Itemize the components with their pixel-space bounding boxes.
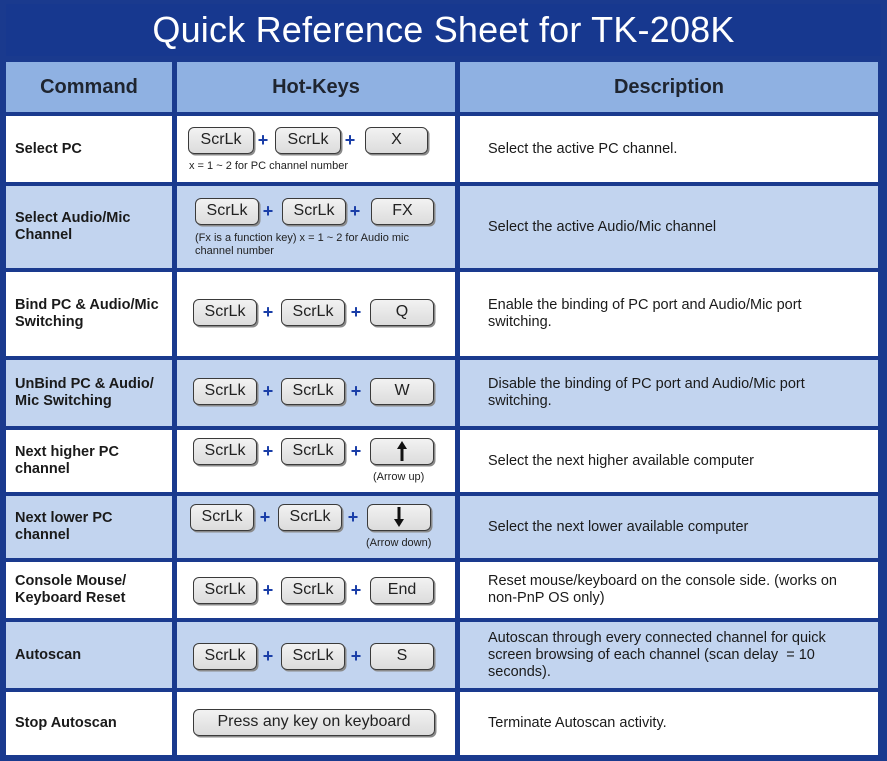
- header-description: Description: [460, 62, 878, 112]
- row-command: [6, 622, 172, 688]
- end-key: End: [370, 577, 434, 604]
- scrlk-key: ScrLk: [188, 127, 254, 154]
- scrlk-key: ScrLk: [281, 438, 345, 465]
- row-hotkeys: [177, 430, 455, 492]
- scrlk-key: ScrLk: [190, 504, 254, 531]
- row-description: [460, 272, 878, 356]
- description-text: Select the next lower available computer: [488, 518, 749, 535]
- arrow-up-key: [370, 438, 434, 465]
- row-description: [460, 430, 878, 492]
- plus-sign: +: [259, 507, 271, 527]
- w-key: W: [370, 378, 434, 405]
- command-label: Console Mouse/ Keyboard Reset: [15, 573, 127, 606]
- scrlk-key: ScrLk: [193, 577, 257, 604]
- plus-sign: +: [344, 130, 356, 150]
- scrlk-key: ScrLk: [281, 378, 345, 405]
- description-text: Select the active Audio/Mic channel: [488, 218, 717, 235]
- scrlk-key: ScrLk: [282, 198, 346, 225]
- row-description: [460, 692, 878, 755]
- row-command: [6, 360, 172, 426]
- plus-sign: +: [349, 201, 361, 221]
- scrlk-key: ScrLk: [278, 504, 342, 531]
- command-label: Autoscan: [15, 646, 82, 663]
- row-hotkeys: [177, 360, 455, 426]
- command-label: Next higher PC channel: [15, 444, 119, 477]
- row-command: [6, 430, 172, 492]
- plus-sign: +: [262, 580, 274, 600]
- description-text: Select the active PC channel.: [488, 140, 678, 157]
- any-key-key: Press any key on keyboard: [193, 709, 435, 736]
- row-hotkeys: [177, 116, 455, 182]
- scrlk-key: ScrLk: [281, 643, 345, 670]
- command-label: Stop Autoscan: [15, 715, 117, 731]
- plus-sign: +: [350, 646, 362, 666]
- plus-sign: +: [262, 646, 274, 666]
- sheet-title: Quick Reference Sheet for TK-208K: [6, 4, 881, 56]
- row-hotkeys: [177, 496, 455, 558]
- key-note: (Arrow down): [366, 537, 432, 549]
- plus-sign: +: [347, 507, 359, 527]
- fx-key: FX: [371, 198, 434, 225]
- scrlk-key: ScrLk: [275, 127, 341, 154]
- arrow-up-icon: [395, 440, 409, 462]
- row-hotkeys: [177, 272, 455, 356]
- description-text: Terminate Autoscan activity.: [488, 715, 667, 731]
- plus-sign: +: [350, 580, 362, 600]
- scrlk-key: ScrLk: [193, 299, 257, 326]
- command-label: Select Audio/Mic Channel: [15, 210, 131, 243]
- s-key: S: [370, 643, 434, 670]
- command-label: UnBind PC & Audio/ Mic Switching: [15, 376, 154, 409]
- arrow-down-icon: [392, 506, 406, 528]
- plus-sign: +: [350, 441, 362, 461]
- row-hotkeys: [177, 692, 455, 755]
- row-description: [460, 496, 878, 558]
- plus-sign: +: [257, 130, 269, 150]
- row-hotkeys: [177, 562, 455, 618]
- scrlk-key: ScrLk: [195, 198, 259, 225]
- row-hotkeys: [177, 622, 455, 688]
- command-label: Bind PC & Audio/Mic Switching: [15, 297, 159, 330]
- row-hotkeys: [177, 186, 455, 268]
- scrlk-key: ScrLk: [193, 378, 257, 405]
- row-command: [6, 116, 172, 182]
- row-description: [460, 622, 878, 688]
- command-label: Select PC: [15, 140, 82, 157]
- header-hotkeys: Hot-Keys: [177, 62, 455, 112]
- row-description: [460, 186, 878, 268]
- scrlk-key: ScrLk: [281, 299, 345, 326]
- header-command: Command: [6, 62, 172, 112]
- plus-sign: +: [350, 302, 362, 322]
- plus-sign: +: [262, 441, 274, 461]
- key-note: x = 1 ~ 2 for PC channel number: [189, 160, 348, 172]
- arrow-down-key: [367, 504, 431, 531]
- row-description: [460, 562, 878, 618]
- description-text: Autoscan through every connected channel for quick screen browsing of each channel (scan delay = 10 seconds).: [488, 629, 830, 680]
- key-note: (Fx is a function key) x = 1 ~ 2 for Audio mic channel number: [195, 232, 409, 257]
- scrlk-key: ScrLk: [193, 643, 257, 670]
- scrlk-key: ScrLk: [281, 577, 345, 604]
- row-description: [460, 360, 878, 426]
- description-text: Select the next higher available computer: [488, 452, 754, 469]
- row-command: [6, 496, 172, 558]
- plus-sign: +: [350, 381, 362, 401]
- description-text: Enable the binding of PC port and Audio/Mic port switching.: [488, 297, 802, 330]
- q-key: Q: [370, 299, 434, 326]
- command-label: Next lower PC channel: [15, 510, 113, 543]
- x-key: X: [365, 127, 428, 154]
- row-command: [6, 692, 172, 755]
- plus-sign: +: [262, 381, 274, 401]
- description-text: Reset mouse/keyboard on the console side. (works on non-PnP OS only): [488, 573, 837, 606]
- row-description: [460, 116, 878, 182]
- description-text: Disable the binding of PC port and Audio/Mic port switching.: [488, 376, 805, 409]
- plus-sign: +: [262, 302, 274, 322]
- row-command: [6, 562, 172, 618]
- key-note: (Arrow up): [373, 471, 425, 483]
- plus-sign: +: [262, 201, 274, 221]
- scrlk-key: ScrLk: [193, 438, 257, 465]
- row-command: [6, 186, 172, 268]
- row-command: [6, 272, 172, 356]
